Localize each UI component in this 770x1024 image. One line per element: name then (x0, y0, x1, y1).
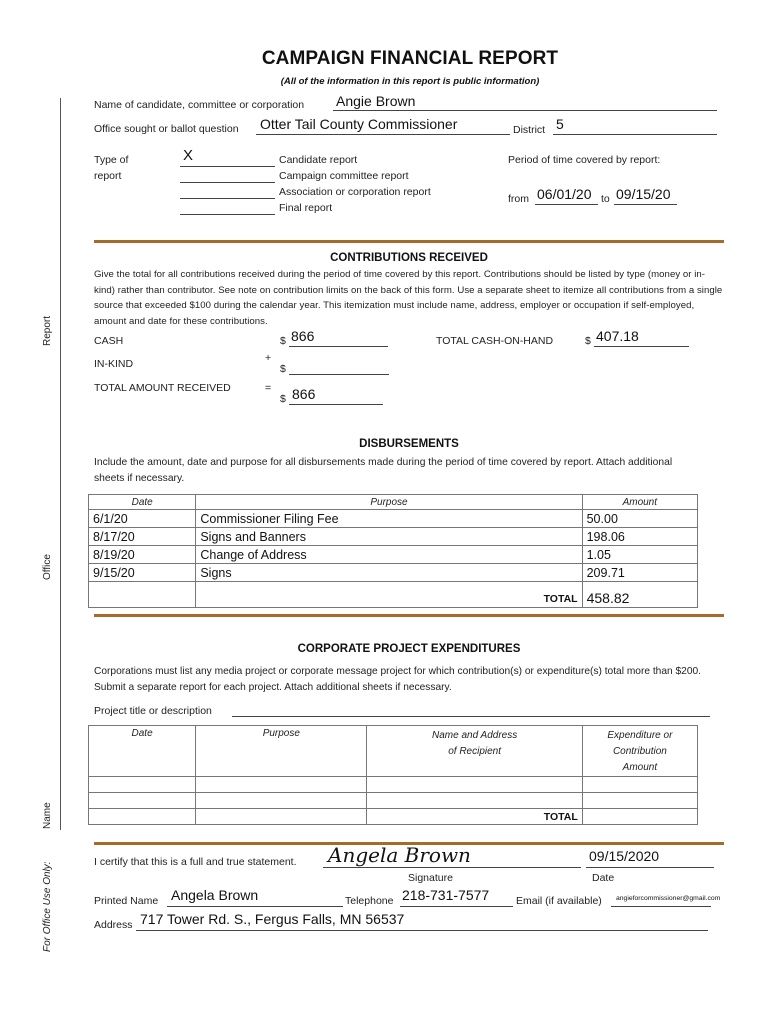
signature-field[interactable] (323, 843, 581, 868)
total-row-blank (89, 582, 196, 608)
left-vertical-rule (60, 98, 61, 830)
corp-col-amount-line2: Contribution (612, 746, 667, 757)
table-row (89, 528, 698, 546)
corp-col-date: Date (89, 726, 196, 777)
total-received-value: 866 (292, 386, 316, 402)
corp-col-amount (582, 726, 697, 777)
corporate-heading: CORPORATE PROJECT EXPENDITURES (297, 643, 521, 655)
email-field[interactable] (611, 891, 721, 907)
report-type-option-committee: Campaign committee report (279, 170, 409, 182)
corporate-text: Corporations must list any media project or corporate message project for which contribution(s) or expenditure(s) total more than $200. Submit a separate report for each project. Attach additional sheets if necessary. (94, 666, 702, 693)
corporate-total-label: TOTAL (367, 809, 582, 825)
report-type-checkline-1[interactable] (180, 147, 275, 167)
signature-label: Signature (408, 872, 453, 884)
cash-on-hand-field[interactable] (594, 328, 689, 347)
corp-col-recipient-line1: Name and Address (432, 730, 518, 741)
report-type-check-mark: X (183, 147, 194, 164)
row-date: 8/19/20 (89, 546, 196, 564)
table-row (89, 510, 698, 528)
email-label: Email (if available) (516, 895, 602, 907)
total-received-label: TOTAL AMOUNT RECEIVED (94, 382, 231, 394)
page-subtitle: (All of the information in this report is public information) (280, 76, 540, 87)
side-label-name: Name (42, 802, 53, 829)
disbursements-heading: DISBURSEMENTS (359, 438, 459, 450)
side-label-office: Office (42, 554, 53, 580)
disbursements-text: Include the amount, date and purpose for all disbursements made during the period of time covered by report. Attach additional sheets if necessary. (94, 457, 673, 484)
table-row (89, 777, 698, 793)
report-type-option-association: Association or corporation report (279, 186, 431, 198)
disbursements-table (88, 494, 698, 608)
total-row (89, 582, 698, 608)
col-purpose: Purpose (196, 495, 582, 510)
disbursements-total-label: TOTAL (196, 582, 582, 608)
table-row (89, 793, 698, 809)
certify-statement: I certify that this is a full and true statement. (94, 856, 297, 868)
project-title-field[interactable] (232, 703, 710, 717)
corporate-table (88, 725, 698, 825)
period-from-field[interactable] (535, 186, 598, 205)
report-type-label-2: report (94, 170, 122, 182)
candidate-name-field[interactable] (333, 93, 717, 111)
side-label-office-use: For Office Use Only: (42, 861, 53, 952)
office-sought-value: Otter Tail County Commissioner (260, 116, 458, 132)
period-label: Period of time covered by report: (508, 154, 661, 166)
col-date: Date (89, 495, 196, 510)
total-received-field[interactable] (289, 386, 383, 405)
corp-col-purpose: Purpose (196, 726, 367, 777)
date-value: 09/15/2020 (589, 848, 660, 864)
candidate-name-label: Name of candidate, committee or corporation (94, 99, 305, 111)
cash-on-hand-dollar: $ (585, 335, 591, 347)
row-date: 6/1/20 (89, 510, 196, 528)
row-amount: 198.06 (582, 528, 697, 546)
cash-field[interactable] (289, 328, 388, 347)
project-title-label: Project title or description (94, 705, 212, 717)
office-sought-field[interactable] (256, 116, 510, 135)
cash-on-hand-label: TOTAL CASH-ON-HAND (436, 335, 554, 347)
total-received-dollar: $ (280, 393, 286, 405)
row-amount: 1.05 (582, 546, 697, 564)
email-value: angieforcommissioner@gmail.com (616, 895, 721, 902)
corp-col-recipient (367, 726, 582, 777)
signature-value: Angela Brown (328, 843, 471, 867)
corporate-total-value (582, 809, 697, 825)
inkind-plus: + (265, 352, 272, 364)
report-type-checkline-2[interactable] (180, 168, 275, 183)
period-to-field[interactable] (614, 186, 677, 205)
candidate-name-value: Angie Brown (336, 93, 416, 109)
contributions-text: Give the total for all contributions received during the period of time covered by this report. Contributions should be listed by type (money or in-kind) rather than contributor. See note on contribution limits on the back of this form. Use a separate sheet to itemize all contributions from a single source that exceeded $100 during the calendar year. This itemization must include name, address, employer or occupation if self-employed, amount and date for these contributions. (94, 269, 723, 327)
period-to-value: 09/15/20 (616, 186, 671, 202)
address-field[interactable] (136, 911, 708, 931)
col-amount: Amount (582, 495, 697, 510)
district-field[interactable] (553, 116, 717, 135)
row-purpose: Signs (196, 564, 582, 582)
date-label: Date (592, 872, 615, 884)
report-type-checkline-4[interactable] (180, 200, 275, 215)
row-amount: 209.71 (582, 564, 697, 582)
printed-name-field[interactable] (167, 887, 343, 907)
inkind-field[interactable] (289, 360, 389, 375)
section-divider-2 (94, 614, 724, 617)
cash-dollar: $ (280, 335, 286, 347)
total-received-equals: = (265, 382, 272, 394)
page-title: CAMPAIGN FINANCIAL REPORT (261, 48, 559, 69)
district-label: District (513, 124, 546, 136)
period-to-label: to (601, 193, 610, 205)
corp-col-amount-line3: Amount (622, 762, 658, 773)
corp-col-amount-line1: Expenditure or (607, 730, 673, 741)
district-value: 5 (556, 116, 564, 132)
telephone-value: 218-731-7577 (402, 887, 490, 903)
report-type-label-1: Type of (94, 154, 129, 166)
row-date: 8/17/20 (89, 528, 196, 546)
report-type-checkline-3[interactable] (180, 184, 275, 199)
date-field[interactable] (586, 848, 714, 868)
printed-name-label: Printed Name (94, 895, 159, 907)
cash-label: CASH (94, 335, 124, 347)
telephone-label: Telephone (345, 895, 394, 907)
row-purpose: Commissioner Filing Fee (196, 510, 582, 528)
corp-col-recipient-line2: of Recipient (448, 746, 502, 757)
disbursements-total-value: 458.82 (582, 582, 697, 608)
table-row (89, 564, 698, 582)
period-from-value: 06/01/20 (537, 186, 592, 202)
inkind-label: IN-KIND (94, 358, 134, 370)
row-date: 9/15/20 (89, 564, 196, 582)
telephone-field[interactable] (400, 887, 513, 907)
section-divider-1 (94, 240, 724, 243)
table-row (89, 546, 698, 564)
contributions-heading: CONTRIBUTIONS RECEIVED (330, 252, 488, 264)
cash-value: 866 (291, 328, 315, 344)
report-type-option-candidate: Candidate report (279, 154, 358, 166)
printed-name-value: Angela Brown (171, 887, 259, 903)
row-purpose: Signs and Banners (196, 528, 582, 546)
cash-on-hand-value: 407.18 (596, 328, 639, 344)
side-label-report: Report (42, 315, 53, 346)
address-label: Address (94, 919, 133, 931)
address-value: 717 Tower Rd. S., Fergus Falls, MN 56537 (140, 911, 405, 927)
report-type-option-final: Final report (279, 202, 333, 214)
table-row (89, 809, 698, 825)
period-from-label: from (508, 193, 529, 205)
row-purpose: Change of Address (196, 546, 582, 564)
row-amount: 50.00 (582, 510, 697, 528)
office-sought-label: Office sought or ballot question (94, 123, 239, 135)
inkind-dollar: $ (280, 363, 286, 375)
